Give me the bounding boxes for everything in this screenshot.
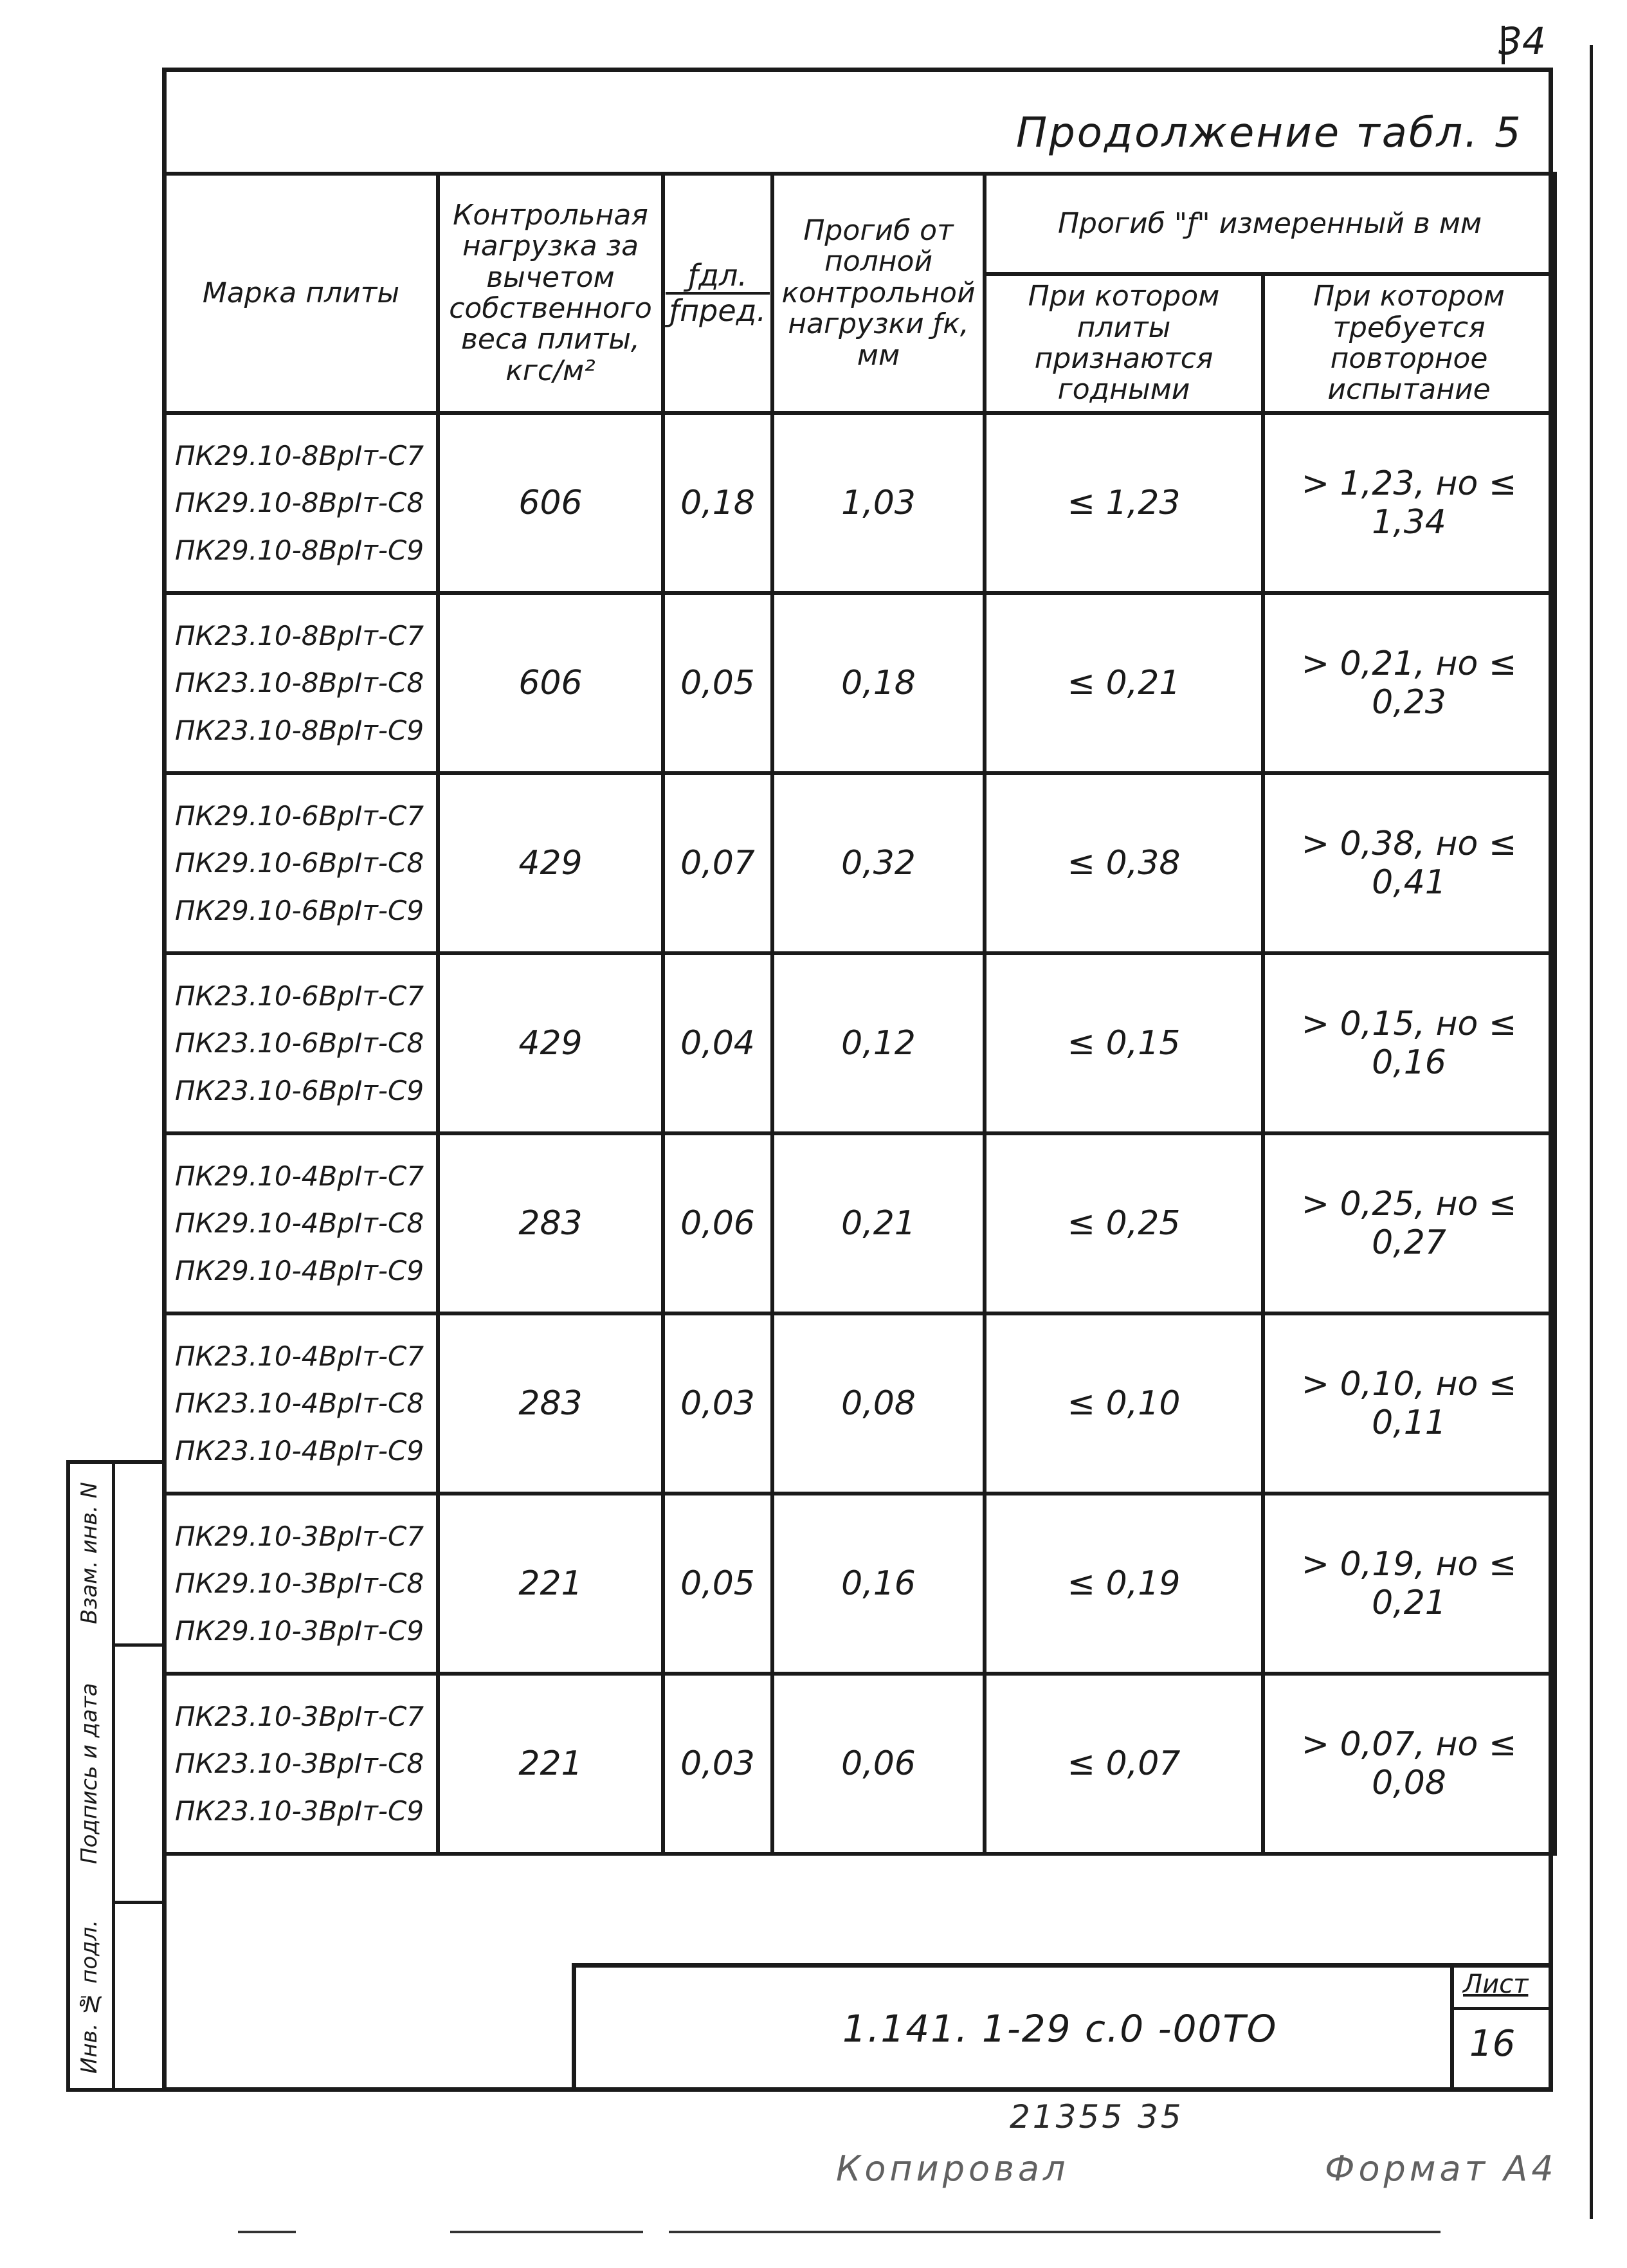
header-mark: Марка плиты	[164, 174, 438, 413]
cell-deflection: 0,32	[772, 773, 985, 953]
cell-deflection: 0,08	[772, 1313, 985, 1494]
cell-retest: > 0,19, но ≤ 0,21	[1263, 1494, 1555, 1674]
brand-name: ПК23.10-6ВрIт-С8	[175, 1027, 424, 1059]
bottom-rule	[450, 2231, 643, 2233]
cell-deflection: 1,03	[772, 413, 985, 593]
brand-name: ПК23.10-3ВрIт-С9	[175, 1795, 424, 1827]
cell-ratio: 0,05	[663, 593, 772, 773]
cell-fit: ≤ 1,23	[985, 413, 1263, 593]
header-row	[164, 174, 1555, 274]
cell-fit: ≤ 0,07	[985, 1674, 1263, 1854]
brand-name: ПК29.10-6ВрIт-С8	[175, 847, 424, 879]
cell-retest: > 0,21, но ≤ 0,23	[1263, 593, 1555, 773]
cell-load: 429	[438, 953, 663, 1133]
cell-deflection: 0,18	[772, 593, 985, 773]
brand-name: ПК23.10-4ВрIт-С8	[175, 1387, 424, 1420]
bottom-rule	[238, 2231, 296, 2233]
side-label-inv: Инв. № подл.	[77, 1919, 102, 2074]
stamp-copied: Копировал	[836, 2148, 1069, 2189]
cell-ratio: 0,03	[663, 1313, 772, 1494]
header-measured-deflection: Прогиб "ƒ" измеренный в мм	[985, 174, 1555, 274]
cell-ratio: 0,07	[663, 773, 772, 953]
table-row	[164, 413, 1555, 593]
table-continuation-caption: Продолжение табл. 5	[1016, 109, 1523, 157]
cell-brands	[164, 593, 438, 773]
cell-load: 429	[438, 773, 663, 953]
cell-brands	[164, 1133, 438, 1313]
brand-name: ПК23.10-3ВрIт-С7	[175, 1700, 424, 1732]
brand-name: ПК29.10-3ВрIт-С8	[175, 1568, 424, 1600]
sheet-label: Лист	[1463, 1970, 1529, 1999]
cell-retest: > 0,38, но ≤ 0,41	[1263, 773, 1555, 953]
cell-load: 221	[438, 1494, 663, 1674]
brand-name: ПК29.10-8ВрIт-С8	[175, 487, 424, 519]
ratio-denominator: ƒпред.	[669, 293, 767, 328]
brand-name: ПК23.10-6ВрIт-С9	[175, 1074, 424, 1106]
brand-name: ПК29.10-4ВрIт-С8	[175, 1207, 424, 1239]
archive-stamp-number: 21355 35	[1010, 2098, 1184, 2135]
sheet-divider	[1450, 2007, 1553, 2010]
cell-retest: > 1,23, но ≤ 1,34	[1263, 413, 1555, 593]
side-strip-line	[112, 1643, 162, 1647]
header-full-deflection: Прогиб от полной контрольной нагрузки ƒк, мм	[772, 174, 985, 413]
ratio-fraction	[666, 259, 770, 327]
side-label-podpis: Подпись и дата	[77, 1683, 102, 1865]
cell-brands	[164, 413, 438, 593]
table-row	[164, 773, 1555, 953]
cell-ratio: 0,06	[663, 1133, 772, 1313]
cell-fit: ≤ 0,25	[985, 1133, 1263, 1313]
binding-edge-line	[1590, 45, 1593, 2219]
cell-ratio: 0,18	[663, 413, 772, 593]
cell-deflection: 0,16	[772, 1494, 985, 1674]
table-row	[164, 953, 1555, 1133]
cell-deflection: 0,06	[772, 1674, 985, 1854]
table-row	[164, 593, 1555, 773]
side-label-vzam: Взам. инв. N	[77, 1482, 102, 1625]
cell-brands	[164, 1313, 438, 1494]
side-strip-divider	[112, 1460, 115, 2092]
brand-name: ПК29.10-3ВрIт-С7	[175, 1520, 424, 1552]
brand-name: ПК29.10-8ВрIт-С9	[175, 534, 424, 566]
table-body	[164, 413, 1555, 1854]
brand-name: ПК23.10-8ВрIт-С8	[175, 667, 424, 699]
brand-name: ПК23.10-6ВрIт-С7	[175, 980, 424, 1012]
cell-ratio: 0,05	[663, 1494, 772, 1674]
table-row	[164, 1494, 1555, 1674]
header-control-load: Контрольная нагрузка за вычетом собственного веса плиты, кгс/м²	[438, 174, 663, 413]
cell-deflection: 0,12	[772, 953, 985, 1133]
cell-brands	[164, 1674, 438, 1854]
cell-retest: > 0,15, но ≤ 0,16	[1263, 953, 1555, 1133]
sheet-number: 16	[1469, 2023, 1516, 2065]
document-code: 1.141. 1-29 с.0 -00ТО	[842, 2007, 1278, 2051]
ratio-numerator: ƒдл.	[666, 259, 770, 295]
brand-name: ПК23.10-4ВрIт-С9	[175, 1434, 424, 1467]
table-row	[164, 1133, 1555, 1313]
brand-name: ПК29.10-8ВрIт-С7	[175, 439, 424, 471]
brand-name: ПК23.10-4ВрIт-С7	[175, 1340, 424, 1372]
cell-load: 606	[438, 593, 663, 773]
header-fit: При котором плиты признаются годными	[985, 274, 1263, 413]
stamp-format: Формат А4	[1325, 2148, 1558, 2189]
brand-name: ПК23.10-8ВрIт-С9	[175, 714, 424, 746]
brand-name: ПК23.10-3ВрIт-С8	[175, 1748, 424, 1780]
cell-fit: ≤ 0,10	[985, 1313, 1263, 1494]
brand-name: ПК29.10-4ВрIт-С9	[175, 1254, 424, 1286]
cell-ratio: 0,03	[663, 1674, 772, 1854]
bottom-rule	[669, 2231, 1441, 2233]
cell-fit: ≤ 0,21	[985, 593, 1263, 773]
header-retest: При котором требуется повторное испытание	[1263, 274, 1555, 413]
brand-name: ПК29.10-4ВрIт-С7	[175, 1160, 424, 1192]
cell-fit: ≤ 0,38	[985, 773, 1263, 953]
brand-name: ПК29.10-3ВрIт-С9	[175, 1614, 424, 1647]
cell-load: 606	[438, 413, 663, 593]
cell-fit: ≤ 0,19	[985, 1494, 1263, 1674]
deflection-table	[162, 172, 1557, 1856]
table-row	[164, 1674, 1555, 1854]
cell-retest: > 0,07, но ≤ 0,08	[1263, 1674, 1555, 1854]
cell-brands	[164, 1494, 438, 1674]
brand-name: ПК23.10-8ВрIт-С7	[175, 619, 424, 652]
cell-brands	[164, 953, 438, 1133]
cell-deflection: 0,21	[772, 1133, 985, 1313]
cell-ratio: 0,04	[663, 953, 772, 1133]
side-strip-line	[112, 1901, 162, 1904]
page-number: 34	[1498, 19, 1546, 63]
table-row	[164, 1313, 1555, 1494]
brand-name: ПК29.10-6ВрIт-С9	[175, 894, 424, 926]
side-strip-line	[112, 1460, 162, 1463]
brand-name: ПК29.10-6ВрIт-С7	[175, 800, 424, 832]
cell-load: 221	[438, 1674, 663, 1854]
cell-load: 283	[438, 1313, 663, 1494]
cell-load: 283	[438, 1133, 663, 1313]
cell-retest: > 0,25, но ≤ 0,27	[1263, 1133, 1555, 1313]
cell-retest: > 0,10, но ≤ 0,11	[1263, 1313, 1555, 1494]
header-ratio	[663, 174, 772, 413]
cell-brands	[164, 773, 438, 953]
cell-fit: ≤ 0,15	[985, 953, 1263, 1133]
